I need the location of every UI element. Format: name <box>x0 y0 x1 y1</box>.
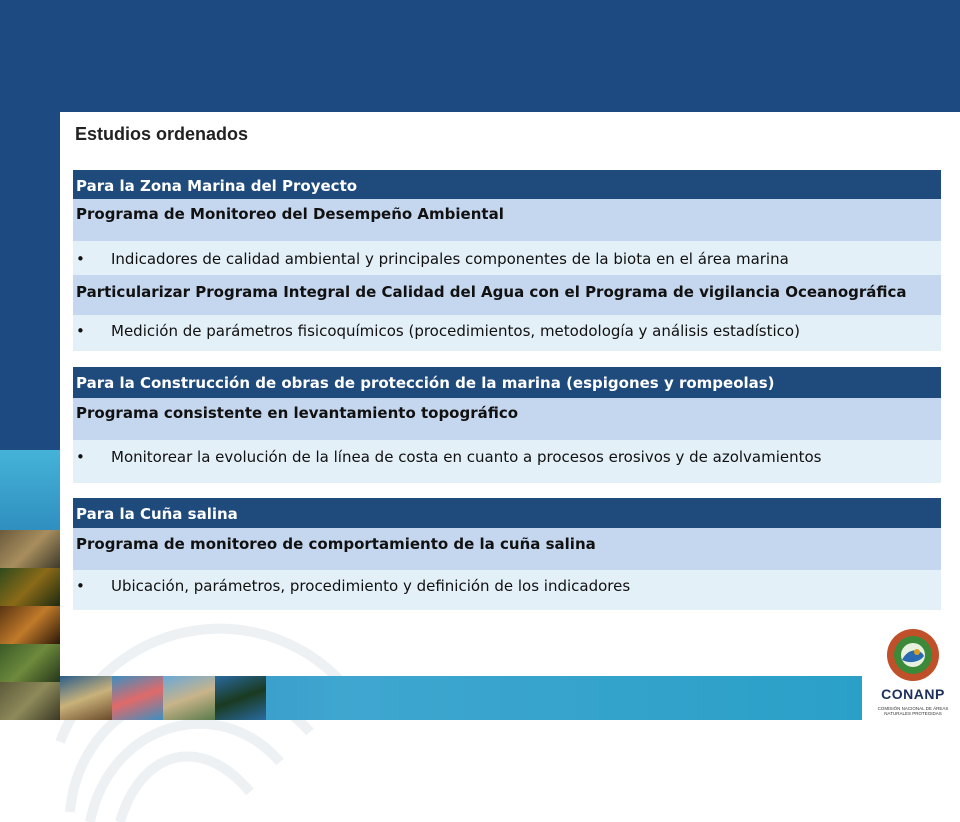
bullet-icon: • <box>76 322 85 340</box>
program-row <box>73 275 941 315</box>
bullet-icon: • <box>76 448 85 466</box>
bullet-row <box>73 440 941 483</box>
program-row <box>73 199 941 241</box>
photo-landscape <box>60 676 112 720</box>
left-banner <box>0 0 60 450</box>
program-text: Particularizar Programa Integral de Calidad del Agua con el Programa de vigilancia Oceanográfica <box>76 283 907 301</box>
photo-coast <box>163 676 215 720</box>
program-text: Programa de monitoreo de comportamiento de la cuña salina <box>76 535 596 553</box>
bullet-icon: • <box>76 577 85 595</box>
bullet-text: Monitorear la evolución de la línea de costa en cuanto a procesos erosivos y de azolvamientos <box>111 448 822 466</box>
bullet-row <box>73 570 941 610</box>
photo-flamingo <box>112 676 164 720</box>
conanp-emblem-icon <box>884 626 942 684</box>
top-banner <box>0 0 960 112</box>
bullet-text: Indicadores de calidad ambiental y principales componentes de la biota en el área marina <box>111 250 789 268</box>
bullet-text: Ubicación, parámetros, procedimiento y definición de los indicadores <box>111 577 631 595</box>
program-text: Programa consistente en levantamiento topográfico <box>76 404 519 422</box>
table-zona-marina <box>73 170 941 351</box>
slide-title: Estudios ordenados <box>75 124 249 144</box>
conanp-logo <box>866 620 960 720</box>
table-cuna-salina <box>73 498 941 610</box>
table-construccion <box>73 367 941 483</box>
table-header: Para la Cuña salina <box>73 498 941 528</box>
bullet-text: Medición de parámetros fisicoquímicos (procedimientos, metodología y análisis estadístico) <box>111 322 800 340</box>
logo-subtitle: COMISIÓN NACIONAL DE ÁREAS NATURALES PROTEGIDAS <box>877 706 949 716</box>
table-header: Para la Zona Marina del Proyecto <box>73 170 941 199</box>
photo-palm <box>215 676 267 720</box>
program-text: Programa de Monitoreo del Desempeño Ambiental <box>76 205 504 223</box>
program-row <box>73 528 941 570</box>
bullet-icon: • <box>76 250 85 268</box>
program-row <box>73 398 941 440</box>
bottom-photo-strip <box>60 676 266 720</box>
bullet-row <box>73 241 941 275</box>
table-header: Para la Construcción de obras de protección de la marina (espigones y rompeolas) <box>73 367 941 398</box>
bullet-row <box>73 315 941 351</box>
logo-name: CONANP <box>881 686 945 702</box>
